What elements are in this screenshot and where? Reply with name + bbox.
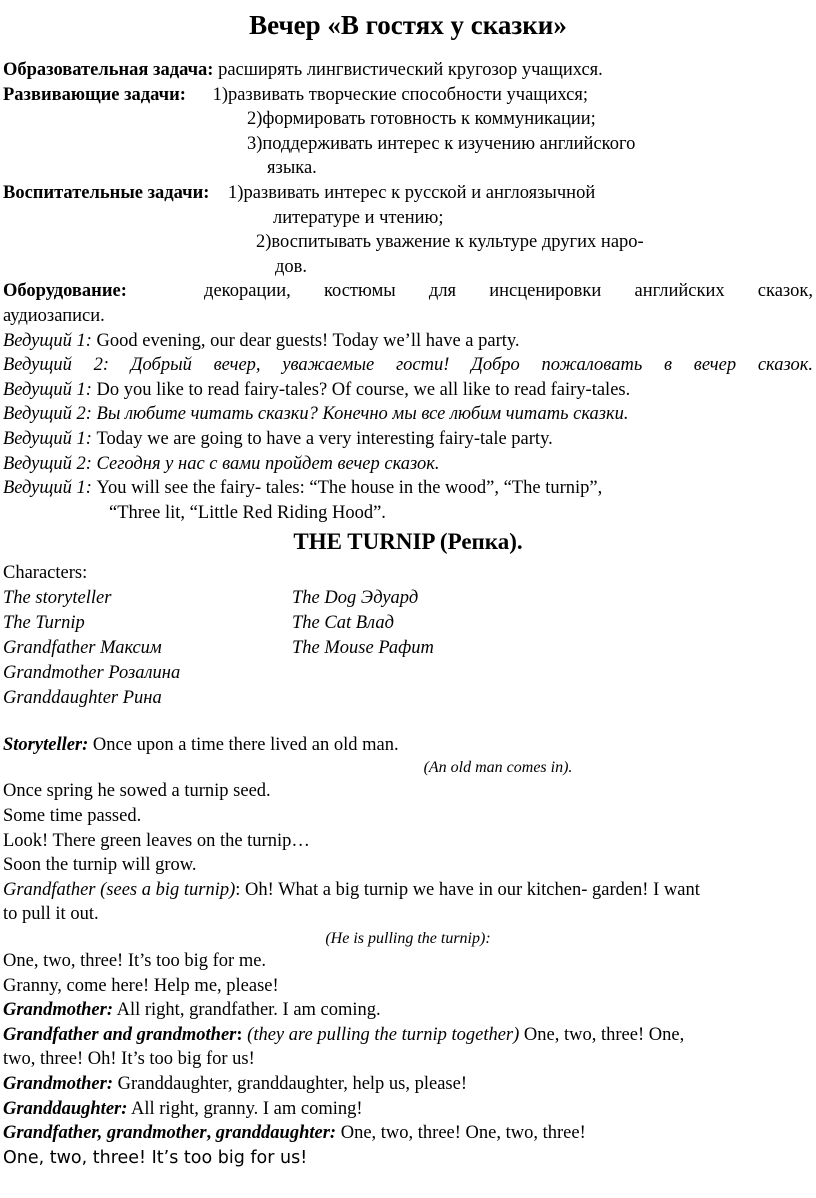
edu-text: расширять лингвистический кругозор учащихся. <box>218 60 603 80</box>
speaker-label: Storyteller: <box>3 734 89 755</box>
upb-item-1: 1)развивать интерес к русской и англоязычной <box>228 182 596 203</box>
character-row <box>3 586 813 611</box>
page-title: Вечер «В гостях у сказки» <box>249 10 567 40</box>
upb-objective <box>3 181 813 206</box>
speaker-label: Granddaughter: <box>3 1098 128 1119</box>
character-name: Granddaughter Рина <box>3 687 162 708</box>
line-text: One, two, three! One, two, three! <box>340 1123 586 1144</box>
script-line: Look! There green leaves on the turnip… <box>3 830 310 851</box>
script-line <box>3 1097 813 1122</box>
script-line <box>3 733 813 758</box>
edu-label: Образовательная задача: <box>3 60 214 80</box>
stage-direction: (He is pulling the turnip): <box>325 930 491 948</box>
script-line: One, two, three! It’s too big for me. <box>3 951 267 972</box>
line-text: Do you like to read fairy-tales? Of course, we all like to read fairy-tales. <box>96 379 631 400</box>
speaker-label: Ведущий 1: <box>3 478 92 499</box>
character-name: Grandfather Максим <box>3 637 162 658</box>
character-name: Grandmother Розалина <box>3 662 181 683</box>
line-text: Good evening, our dear guests! Today we’ll have a party. <box>96 330 520 351</box>
script-line <box>3 1072 813 1097</box>
stage-direction-inline: (they are pulling the turnip together) <box>247 1024 520 1045</box>
upb-item-1-cont: литературе и чтению; <box>273 207 444 228</box>
equipment-text: декорации, костюмы для инсценировки английских сказок, <box>204 281 813 302</box>
script-line: One, two, three! It’s too big for us! <box>3 1147 308 1168</box>
line-text-cont: two, three! Oh! It’s too big for us! <box>3 1049 255 1070</box>
speaker-colon: : <box>236 1024 243 1045</box>
line-text: One, two, three! One, <box>523 1024 685 1045</box>
character-name: The Turnip <box>3 612 85 633</box>
upb-item-2: 2)воспитывать уважение к культуре других наро- <box>256 232 644 253</box>
line-text: Granddaughter, granddaughter, help us, please! <box>117 1074 468 1094</box>
character-row <box>3 686 813 711</box>
dev-item-3-cont: языка. <box>267 158 317 179</box>
dev-objective <box>3 83 813 108</box>
line-text: Добрый вечер, уважаемые гости! Добро пожаловать в вечер сказок. <box>130 355 813 376</box>
script-line <box>3 1121 813 1146</box>
speaker-label: Ведущий 1: <box>3 428 92 449</box>
script-line <box>3 998 813 1023</box>
line-text-cont: to pull it out. <box>3 904 99 925</box>
speaker-label: Grandmother: <box>3 1000 113 1021</box>
script-line <box>3 1023 813 1048</box>
character-row <box>3 611 813 636</box>
line-text: Сегодня у нас с вами пройдет вечер сказок. <box>96 453 440 474</box>
intro-line <box>3 402 813 427</box>
line-text: Today we are going to have a very interesting fairy-tale party. <box>96 428 553 449</box>
characters-list <box>3 586 813 711</box>
speaker-label: granddaughter: <box>215 1123 337 1144</box>
characters-label: Characters: <box>3 563 88 584</box>
speaker-label: Ведущий 2: <box>3 453 92 474</box>
line-text: All right, grandfather. I am coming. <box>116 1000 381 1021</box>
character-name: The storyteller <box>3 587 112 608</box>
line-text: All right, granny. I am coming! <box>131 1098 363 1119</box>
dev-item-1: 1)развивать творческие способности учащихся; <box>212 84 589 105</box>
script-line: Soon the turnip will grow. <box>3 855 197 876</box>
speaker-label: Grandfather and grandmother <box>3 1024 237 1045</box>
intro-line <box>3 452 813 477</box>
speaker-label: Grandmother: <box>3 1074 113 1094</box>
intro-line <box>3 353 813 378</box>
intro-dialogue <box>3 329 813 501</box>
intro-line <box>3 329 813 354</box>
dev-item-3: 3)поддерживать интерес к изучению английского <box>247 133 636 154</box>
intro-line <box>3 427 813 452</box>
script-line: Some time passed. <box>3 806 142 827</box>
document-page <box>3 0 813 1170</box>
dev-item-2: 2)формировать готовность к коммуникации; <box>247 109 596 130</box>
script-line: Once spring he sowed a turnip seed. <box>3 781 271 802</box>
edu-objective <box>3 58 813 83</box>
speaker-label: Ведущий 1: <box>3 379 92 400</box>
script-line: Granny, come here! Help me, please! <box>3 975 279 996</box>
stage-direction: (An old man comes in). <box>423 759 573 777</box>
equipment-label: Оборудование: <box>3 281 127 302</box>
line-text: : Oh! What a big turnip we have in our kitchen- garden! I want <box>235 879 700 900</box>
character-row <box>3 661 813 686</box>
line-text: Вы любите читать сказки? Конечно мы все любим читать сказки. <box>96 404 629 425</box>
speaker-label: Ведущий 2: <box>3 355 110 376</box>
speaker-label: Ведущий 1: <box>3 330 92 351</box>
upb-label: Воспитательные задачи: <box>3 182 210 203</box>
line-text: Once upon a time there lived an old man. <box>92 734 399 755</box>
character-row <box>3 636 813 661</box>
intro-line-cont: “Three lit, “Little Red Riding Hood”. <box>109 502 386 523</box>
character-name: The Mouse Рафит <box>292 637 434 658</box>
speaker-comma: , <box>206 1123 212 1144</box>
character-name: The Dog Эдуард <box>292 587 419 608</box>
line-text: You will see the fairy- tales: “The house in the wood”, “The turnip”, <box>96 478 603 499</box>
character-name: The Cat Влад <box>292 612 394 633</box>
section-title: THE TURNIP (Репка). <box>293 529 523 555</box>
script-line <box>3 878 813 903</box>
speaker-label: Grandfather, grandmother <box>3 1123 207 1144</box>
upb-item-2-cont: дов. <box>275 256 308 277</box>
intro-line <box>3 378 813 403</box>
equipment-text-cont: аудиозаписи. <box>3 305 105 326</box>
intro-line <box>3 476 813 501</box>
equipment <box>3 279 813 304</box>
speaker-label: Grandfather (sees a big turnip) <box>3 879 236 900</box>
speaker-label: Ведущий 2: <box>3 404 92 425</box>
dev-label: Развивающие задачи: <box>3 84 186 105</box>
